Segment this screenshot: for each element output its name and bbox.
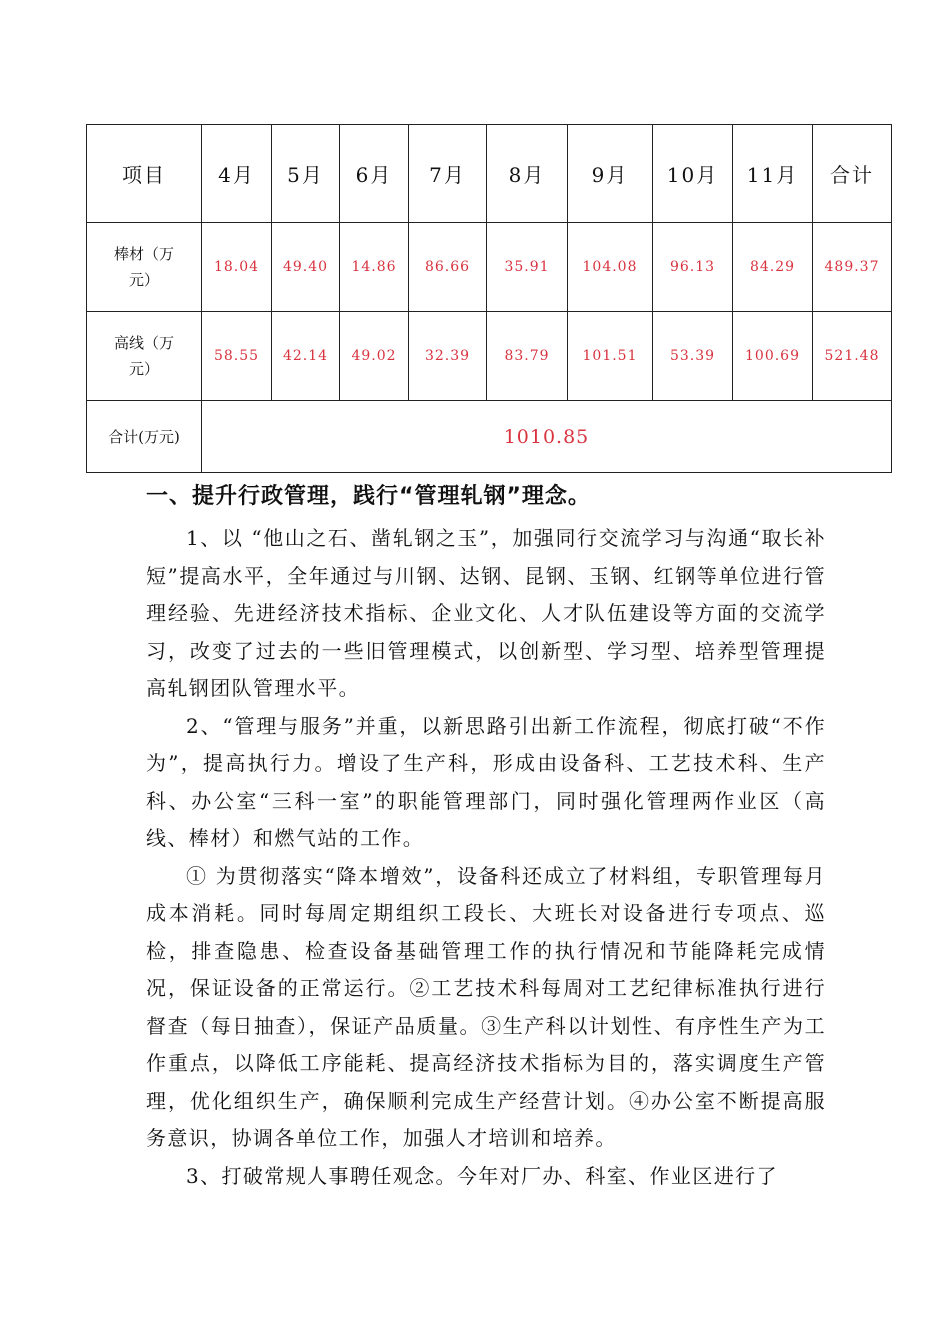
value-cell: 101.51: [568, 312, 653, 401]
total-label: 合计(万元): [87, 401, 202, 473]
value-cell: 83.79: [487, 312, 568, 401]
value-cell: 32.39: [409, 312, 487, 401]
value-cell: 96.13: [653, 223, 733, 312]
value-cell: 49.40: [272, 223, 340, 312]
grand-total-cell: 1010.85: [202, 401, 892, 473]
row-label-line: 棒材（万: [113, 245, 174, 263]
paragraph: ① 为贯彻落实“降本增效”，设备科还成立了材料组，专职管理每月成本消耗。同时每周定期组织工段长、大班长对设备进行专项点、巡检，排查隐患、检查设备基础管理工作的执行情况和节能降耗完成情况，保证设备的正常运行。②工艺技术科每周对工艺纪律标准执行进行督查（每日抽查），保证产品质量。③生产科以计划性、有序性生产为工作重点，以降低工序能耗、提高经济技术指标为目的，落实调度生产管理，优化组织生产，确保顺利完成生产经营计划。④办公室不断提高服务意识，协调各单位工作，加强人才培训和培养。: [146, 863, 826, 1150]
header-cell: 9月: [568, 125, 653, 223]
header-cell: 6月: [340, 125, 409, 223]
section-body: [146, 520, 826, 1195]
table-row-wire-rod: [87, 312, 892, 401]
header-cell: 11月: [733, 125, 813, 223]
header-cell: 10月: [653, 125, 733, 223]
table-header-row: [87, 125, 892, 223]
header-cell: 7月: [409, 125, 487, 223]
row-total-cell: 489.37: [813, 223, 892, 312]
row-total-cell: 521.48: [813, 312, 892, 401]
value-cell: 35.91: [487, 223, 568, 312]
value-cell: 42.14: [272, 312, 340, 401]
value-cell: 18.04: [202, 223, 272, 312]
value-cell: 49.02: [340, 312, 409, 401]
value-cell: 104.08: [568, 223, 653, 312]
row-label: [87, 312, 202, 401]
monthly-savings-table: [86, 124, 892, 473]
table-row-bar-steel: [87, 223, 892, 312]
value-cell: 86.66: [409, 223, 487, 312]
header-cell: 项目: [87, 125, 202, 223]
paragraph: 2、“管理与服务”并重，以新思路引出新工作流程，彻底打破“不作为”，提高执行力。增设了生产科，形成由设备科、工艺技术科、生产科、办公室“三科一室”的职能管理部门，同时强化管理两作业区（高线、棒材）和燃气站的工作。: [146, 713, 826, 850]
value-cell: 58.55: [202, 312, 272, 401]
value-cell: 14.86: [340, 223, 409, 312]
value-cell: 100.69: [733, 312, 813, 401]
header-cell: 5月: [272, 125, 340, 223]
header-cell: 4月: [202, 125, 272, 223]
value-cell: 84.29: [733, 223, 813, 312]
table-total-row: [87, 401, 892, 473]
paragraph: 3、打破常规人事聘任观念。今年对厂办、科室、作业区进行了: [186, 1163, 778, 1188]
row-label-line: 高线（万: [113, 334, 174, 352]
row-label: [87, 223, 202, 312]
paragraph: 1、以 “他山之石、凿轧钢之玉”，加强同行交流学习与沟通“取长补短”提高水平，全年通过与川钢、达钢、昆钢、玉钢、红钢等单位进行管理经验、先进经济技术指标、企业文化、人才队伍建设等方面的交流学习，改变了过去的一些旧管理模式，以创新型、学习型、培养型管理提高轧钢团队管理水平。: [146, 526, 826, 700]
row-label-line: 元）: [128, 271, 159, 289]
header-cell: 合计: [813, 125, 892, 223]
row-label-line: 元）: [128, 360, 159, 378]
header-cell: 8月: [487, 125, 568, 223]
section-heading: 一、提升行政管理，践行“管理轧钢”理念。: [146, 484, 591, 509]
value-cell: 53.39: [653, 312, 733, 401]
